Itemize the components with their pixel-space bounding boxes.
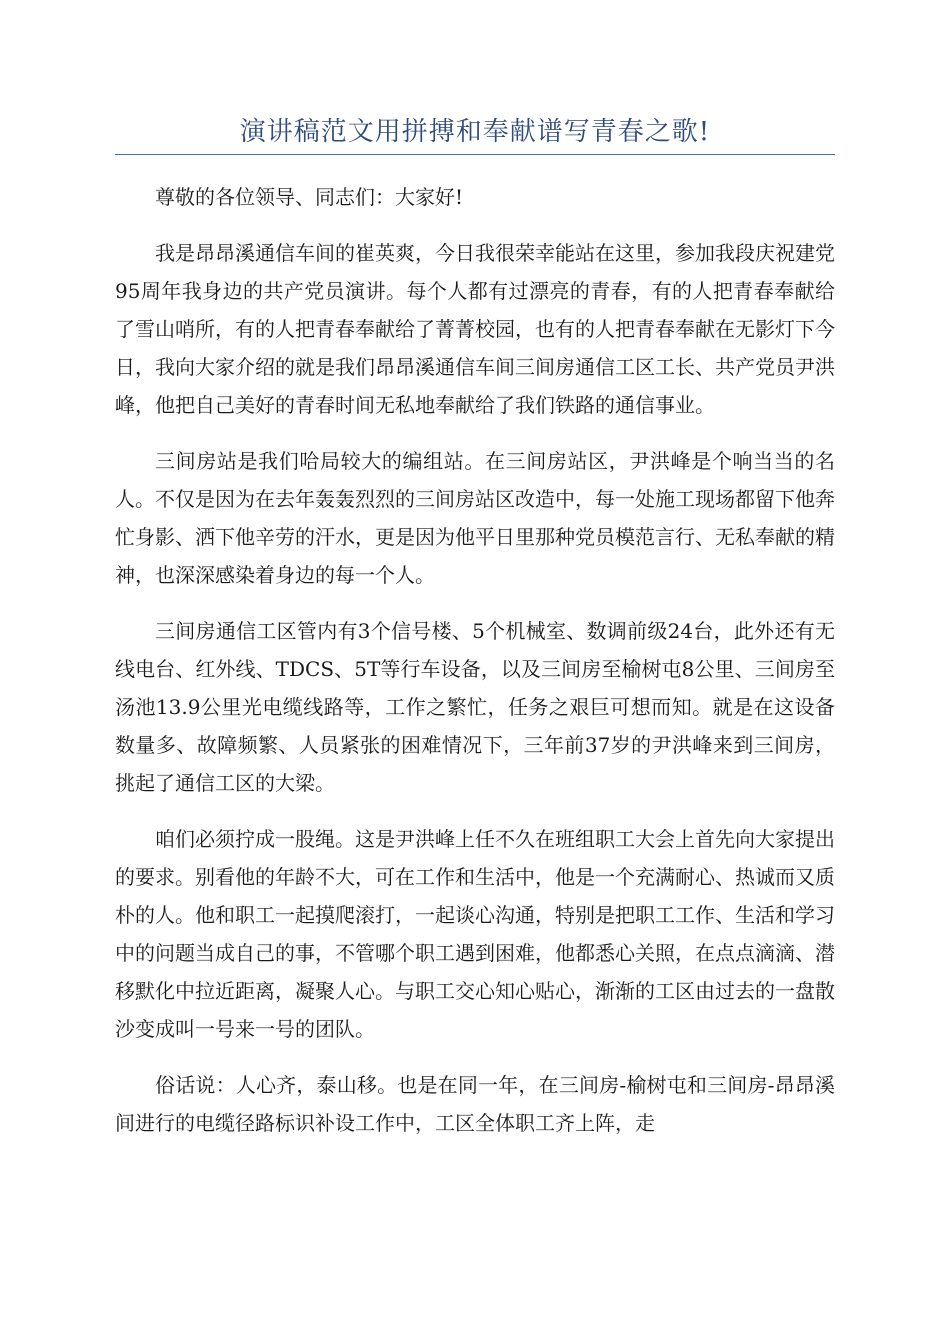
paragraph-saying: 俗话说：人心齐，泰山移。也是在同一年，在三间房-榆树屯和三间房-昂昂溪间进行的电缆径路标识补设工作中，工区全体职工齐上阵，走: [115, 1073, 835, 1135]
title-underline: [115, 154, 835, 155]
document-body: [115, 178, 835, 1160]
paragraph-team: 咱们必须拧成一股绳。这是尹洪峰上任不久在班组职工大会上首先向大家提出的要求。别看他的年龄不大，可在工作和生活中，他是一个充满耐心、热诚而又质朴的人。他和职工一起摸爬滚打，一起谈心沟通，特别是把职工工作、生活和学习中的问题当成自己的事，不管哪个职工遇到困难，他都悉心关照，在点点滴滴、潜移默化中拉近距离，凝聚人心。与职工交心知心贴心，渐渐的工区由过去的一盘散沙变成叫一号来一号的团队。: [115, 827, 835, 1041]
paragraph-greeting: 尊敬的各位领导、同志们：大家好!: [155, 185, 464, 209]
paragraph-equipment: 三间房通信工区管内有3个信号楼、5个机械室、数调前级24台，此外还有无线电台、红外线、TDCS、5T等行车设备，以及三间房至榆树屯8公里、三间房至汤池13.9公里光电缆线路等，工作之繁忙，任务之艰巨可想而知。就是在这设备数量多、故障频繁、人员紧张的困难情况下，三年前37岁的尹洪峰来到三间房，挑起了通信工区的大梁。: [115, 619, 835, 795]
document-title: 演讲稿范文用拼搏和奉献谱写青春之歌!: [239, 117, 711, 147]
paragraph-station: 三间房站是我们哈局较大的编组站。在三间房站区，尹洪峰是个响当当的名人。不仅是因为在去年轰轰烈烈的三间房站区改造中，每一处施工现场都留下他奔忙身影、洒下他辛劳的汗水，更是因为他平日里那种党员模范言行、无私奉献的精神，也深深感染着身边的每一个人。: [115, 449, 835, 587]
paragraph-intro: 我是昂昂溪通信车间的崔英爽，今日我很荣幸能站在这里，参加我段庆祝建党95周年我身边的共产党员演讲。每个人都有过漂亮的青春，有的人把青春奉献给了雪山哨所，有的人把青春奉献给了菁菁校园，也有的人把青春奉献在无影灯下今日，我向大家介绍的就是我们昂昂溪通信车间三间房通信工区工长、共产党员尹洪峰，他把自己美好的青春时间无私地奉献给了我们铁路的通信事业。: [115, 241, 835, 417]
